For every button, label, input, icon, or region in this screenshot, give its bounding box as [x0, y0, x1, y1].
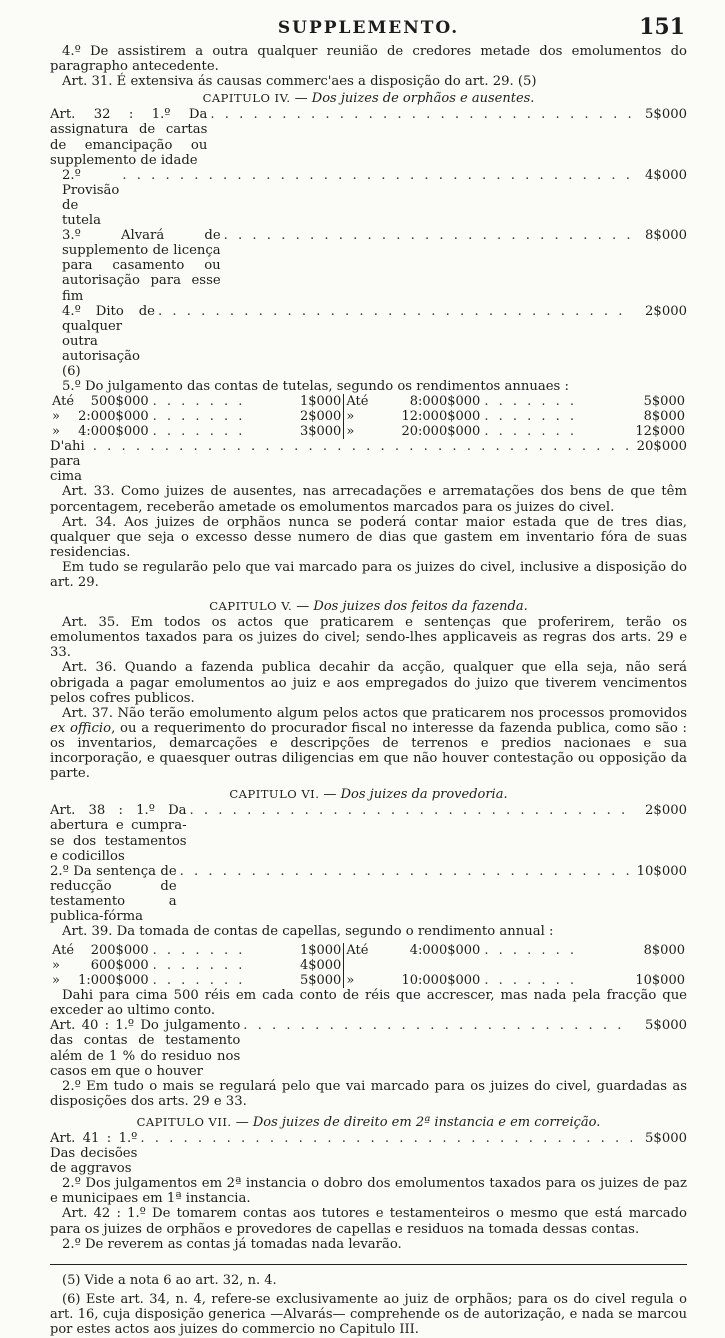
chapter-heading-v — [50, 599, 687, 614]
table-row: » 2:000$000 . . . . . . . 2$000 » 12:000$000 . . . . . . . 8$000 — [52, 409, 685, 425]
fee-line: 2.º Da sentença de reducção de testamento a publica-fórma . . . 10$000 — [50, 864, 687, 924]
chapter-label: CAPITULO VII. — [136, 1114, 232, 1129]
paragraph: 4.º De assistirem a outra qualquer reunião de credores metade dos emolumentos do paragrapho antecedente. — [50, 44, 687, 75]
chapter-label: CAPITULO IV. — [202, 91, 291, 106]
paragraph: Dahi para cima 500 réis em cada conto de réis que accrescer, mas nada pela fracção que exceder ao ultimo conto. — [50, 988, 687, 1019]
paragraph: Art. 34. Aos juizes de orphãos nunca se poderá contar maior estada que de tres dias, qualquer que seja o excesso desse numero de dias que gastem em inventario fóra de suas residencias. — [50, 514, 687, 560]
table-row: Até 200$000 . . . . . . . 1$000 Até 4:000$000 . . . . . . . 8$000 — [52, 943, 685, 959]
table-row: » 600$000 . . . . . . . 4$000 — [50, 958, 687, 973]
fee-line: 2.º Provisão de tutela . . . 4$000 — [50, 168, 687, 228]
paragraph: Art. 31. É extensiva ás causas commerc'aes a disposição do art. 29. (5) — [62, 74, 537, 90]
fee-line: D'ahi para cima . . . 20$000 — [50, 439, 687, 484]
paragraph: 2.º Em tudo o mais se regulará pelo que vai marcado para os juizes do civel, guardadas as disposições dos arts. 29 e 33. — [50, 1078, 687, 1109]
fee-table-tutelas — [50, 394, 687, 439]
fee-line: 3.º Alvará de supplemento de licença para casamento ou autorisação para esse fim . . . 8$000 — [50, 228, 687, 303]
table-row: » 1:000$000 . . . . . . . 5$000 » 10:000$000 . . . . . . . 10$000 — [52, 973, 685, 989]
fee-line: 4.º Dito de qualquer outra autorisação (6) . . . 2$000 — [50, 304, 687, 379]
running-header — [50, 14, 687, 44]
paragraph: Art. 37. Não terão emolumento algum pelos actos que praticarem nos processos promovidos ex officio, ou a requerimento do procurador fiscal no interesse da fazenda publica, como são : os inventarios, demarcações e descripções de terrenos e predios nacionaes e sua incorporação, e quaesquer outras diligencias em que não houver contestação ou opposição da parte. — [50, 705, 687, 782]
chapter-title: — Dos juizes de direito em 2ª instancia e em correição. — [235, 1114, 601, 1130]
chapter-title: — Dos juizes da provedoria. — [323, 787, 508, 803]
paragraph: Art. 42 : 1.º De tomarem contas aos tutores e testamenteiros o mesmo que está marcado para os juizes de orphãos e provedores de capellas e residuos na tomada dessas contas. — [50, 1206, 687, 1237]
footnote: (6) Este art. 34, n. 4, refere-se exclusivamente ao juiz de orphãos; para os do civel regula o art. 16, cuja disposição generica —Alvarás— comprehende os de autorização, e nada se marcou por estes actos aos juizes do commercio no Capitulo III. — [50, 1291, 687, 1338]
header-title: SUPPLEMENTO. — [277, 18, 460, 38]
footnote: (5) Vide a nota 6 ao art. 32, n. 4. — [62, 1272, 277, 1288]
chapter-heading-iv — [50, 91, 687, 106]
table-row: » 4:000$000 . . . . . . . 3$000 » 20:000$000 . . . . . . . 12$000 — [52, 424, 685, 440]
body-text — [50, 44, 687, 1252]
table-row: Até 500$000 . . . . . . . 1$000 Até 8:000$000 . . . . . . . 5$000 — [52, 394, 685, 410]
paragraph: 2.º Dos julgamentos em 2ª instancia o dobro dos emolumentos taxados para os juizes de paz e municipaes em 1ª instancia. — [50, 1176, 687, 1207]
footnote-divider — [50, 1264, 687, 1265]
paragraph: Em tudo se regularão pelo que vai marcado para os juizes do civel, inclusive a disposição do art. 29. — [50, 559, 687, 590]
chapter-label: CAPITULO V. — [209, 599, 293, 614]
fee-line: Art. 38 : 1.º Da abertura e cumpra-se dos testamentos e codicillos . . . 2$000 — [50, 803, 687, 863]
footnotes — [50, 1273, 687, 1338]
paragraph: Art. 33. Como juizes de ausentes, nas arrecadações e arrematações dos bens de que têm porcentagem, receberão ametade os emolumentos marcados para os juizes do civel. — [50, 484, 687, 515]
paragraph: Art. 36. Quando a fazenda publica decahir da acção, qualquer que ella seja, não será obrigada a pagar emolumentos ao juiz e aos empregados do juizo que tiverem vencimentos pelos cofres publicos. — [50, 660, 687, 706]
chapter-heading-vii — [50, 1115, 687, 1130]
chapter-heading-vi — [50, 787, 687, 802]
chapter-label: CAPITULO VI. — [229, 787, 320, 802]
paragraph: Art. 35. Em todos os actos que praticarem e sentenças que proferirem, terão os emolumentos taxados para os juizes do civel; sendo-lhes applicaveis as regras dos arts. 29 e 33. — [50, 615, 687, 661]
fee-line: Art. 32 : 1.º Da assignatura de cartas de emancipação ou supplemento de idade . . . 5$000 — [50, 107, 687, 167]
chapter-title: — Dos juizes de orphãos e ausentes. — [294, 91, 535, 107]
fee-line: Art. 40 : 1.º Do julgamento das contas de testamento além de 1 % do residuo nos casos em que o houver . . . 5$000 — [50, 1018, 687, 1078]
paragraph: 5.º Do julgamento das contas de tutelas, segundo os rendimentos annuaes : — [62, 379, 569, 395]
paragraph: Art. 39. Da tomada de contas de capellas, segundo o rendimento annual : — [62, 924, 554, 940]
fee-table-capellas — [50, 943, 687, 988]
paragraph: 2.º De reverem as contas já tomadas nada levarão. — [62, 1236, 402, 1252]
chapter-title: — Dos juizes dos feitos da fazenda. — [296, 599, 528, 615]
fee-line: Art. 41 : 1.º Das decisões de aggravos . . . 5$000 — [50, 1131, 687, 1176]
page-number: 151 — [639, 14, 685, 40]
